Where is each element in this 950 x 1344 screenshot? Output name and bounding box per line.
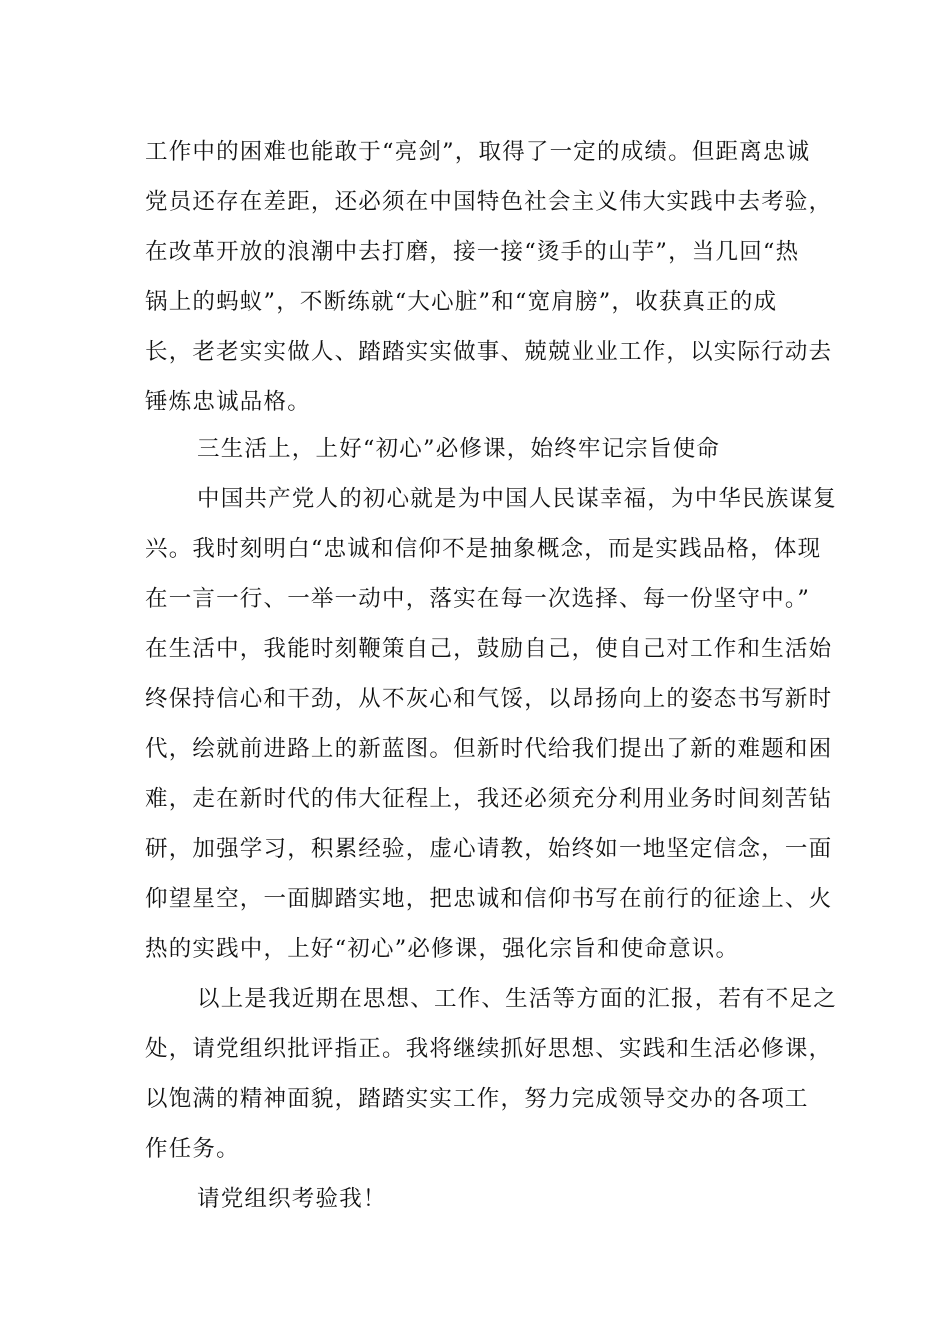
text-line: 工作中的困难也能敢于“亮剑”，取得了一定的成绩。但距离忠诚 xyxy=(145,139,811,165)
text-line: 在一言一行、一举一动中，落实在每一次选择、每一份坚守中。” xyxy=(145,586,811,612)
closing-line: 请党组织考验我！ xyxy=(197,1186,387,1212)
text-line: 锅上的蚂蚁”，不断练就“大心脏”和“宽肩膀”，收获真正的成 xyxy=(145,289,778,315)
text-line: 锤炼忠诚品格。 xyxy=(145,389,311,415)
text-line: 在改革开放的浪潮中去打磨，接一接“烫手的山芋”，当几回“热 xyxy=(145,239,800,265)
text-line: 兴。我时刻明白“忠诚和信仰不是抽象概念，而是实践品格，体现 xyxy=(145,536,822,562)
text-line: 中国共产党人的初心就是为中国人民谋幸福，为中华民族谋复 xyxy=(197,486,837,512)
text-line: 终保持信心和干劲，从不灰心和气馁，以昂扬向上的姿态书写新时 xyxy=(145,686,833,712)
text-line: 以饱满的精神面貌，踏踏实实工作，努力完成领导交办的各项工 xyxy=(145,1086,809,1112)
text-line: 党员还存在差距，还必须在中国特色社会主义伟大实践中去考验， xyxy=(145,189,833,215)
text-line: 以上是我近期在思想、工作、生活等方面的汇报，若有不足之 xyxy=(197,986,837,1012)
text-line: 在生活中，我能时刻鞭策自己，鼓励自己，使自己对工作和生活始 xyxy=(145,636,833,662)
text-line: 研，加强学习，积累经验，虚心请教，始终如一地坚定信念，一面 xyxy=(145,836,833,862)
text-line: 长，老老实实做人、踏踏实实做事、兢兢业业工作，以实际行动去 xyxy=(145,339,833,365)
text-line: 难，走在新时代的伟大征程上，我还必须充分利用业务时间刻苦钻 xyxy=(145,786,833,812)
section-heading: 三生活上，上好“初心”必修课，始终牢记宗旨使命 xyxy=(197,436,721,462)
text-line: 热的实践中，上好“初心”必修课，强化宗旨和使命意识。 xyxy=(145,936,740,962)
text-line: 处，请党组织批评指正。我将继续抓好思想、实践和生活必修课， xyxy=(145,1036,833,1062)
text-line: 仰望星空，一面脚踏实地，把忠诚和信仰书写在前行的征途上、火 xyxy=(145,886,833,912)
text-line: 作任务。 xyxy=(145,1136,240,1162)
text-line: 代，绘就前进路上的新蓝图。但新时代给我们提出了新的难题和困 xyxy=(145,736,833,762)
